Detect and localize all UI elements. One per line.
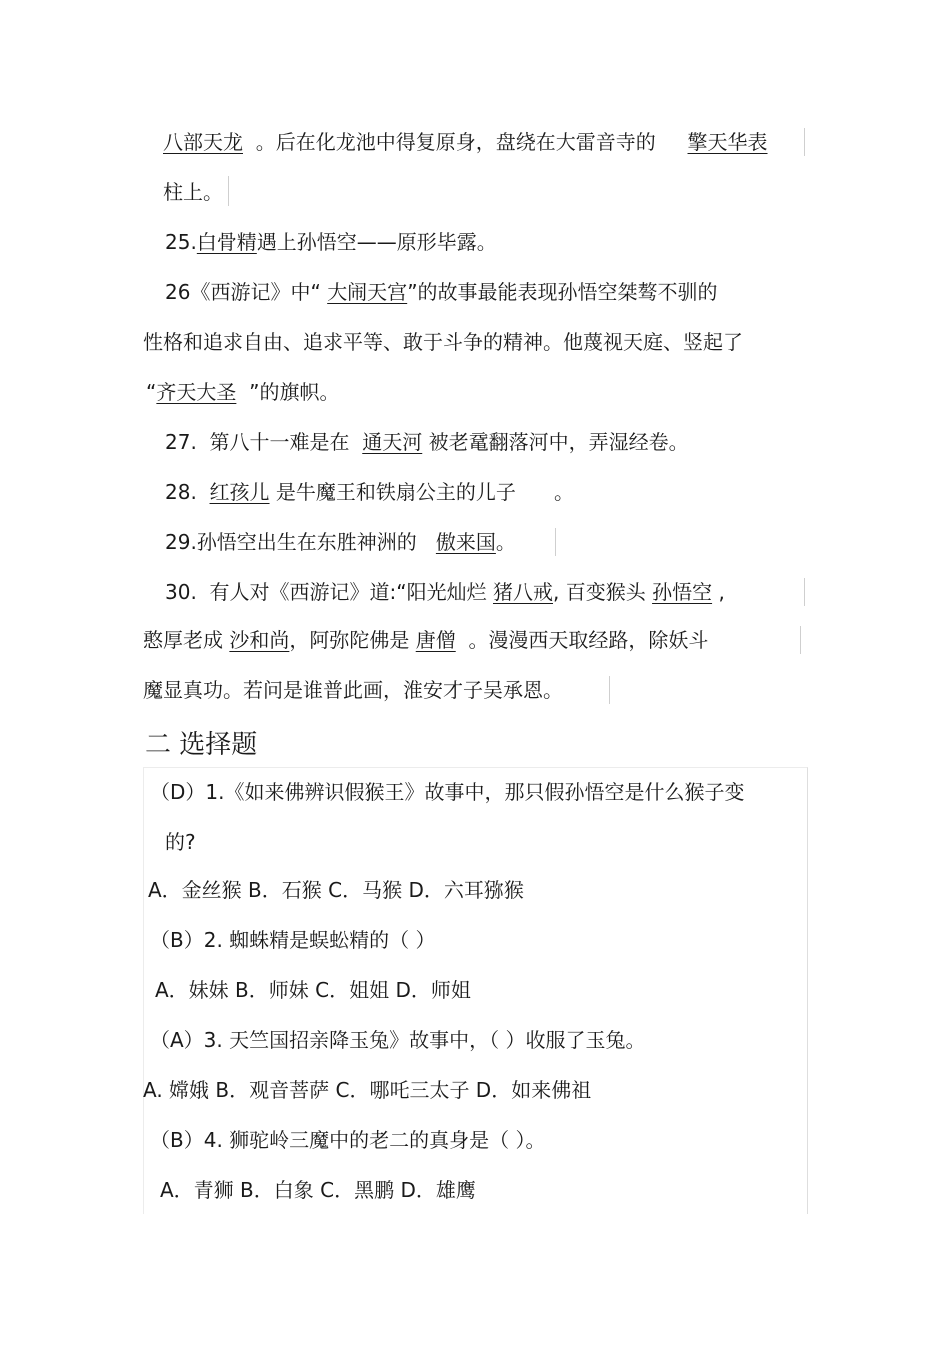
sentence-text: 是牛魔王和铁扇公主的儿子 [275, 480, 516, 504]
sentence-text: 。后在化龙池中得复原身，盘绕在大雷音寺的 [255, 130, 656, 154]
answer-blank: 大闹天宫 [327, 280, 408, 304]
sentence-text: 遇上孙悟空——原形毕露。 [256, 230, 497, 254]
sentence-text: 。 [554, 480, 575, 504]
sentence-text: ，阿弥陀佛是 [289, 628, 410, 652]
cell-border [804, 578, 805, 606]
question-number: 25. [165, 230, 197, 254]
cell-border [555, 528, 556, 556]
fill-line-30 [165, 578, 725, 606]
fill-line-30b [143, 626, 708, 654]
sentence-text: “ [146, 380, 157, 404]
sentence-text: 魔显真功。若问是谁普此画，淮安才子吴承恩。 [143, 678, 563, 702]
choice-q4: （B）4. 狮驼岭三魔中的老二的真身是（ ）。 [150, 1128, 546, 1152]
choice-q2-options: A．妹妹 B．师妹 C．姐姐 D．师姐 [155, 978, 471, 1002]
fill-line-29 [165, 528, 516, 556]
answer-blank: 猪八戒 [493, 580, 553, 604]
answer-blank: 孙悟空 [652, 580, 713, 604]
sentence-text: 有人对《西游记》道:“阳光灿烂 [209, 580, 487, 604]
answer-blank: 八部天龙 [163, 130, 243, 154]
cell-border [804, 128, 805, 156]
choice-q4-options: A．青狮 B．白象 C．黑鹏 D．雄鹰 [160, 1178, 476, 1202]
answer-blank: 唐僧 [415, 628, 456, 652]
sentence-text: 。 [495, 530, 516, 554]
choice-q1-options: A．金丝猴 B．石猴 C．马猴 D．六耳猕猴 [148, 878, 524, 902]
answer-blank: 齐天大圣 [156, 380, 237, 404]
sentence-text: 《西游记》中“ [190, 280, 321, 304]
sentence-text: 第八十一难是在 [209, 430, 350, 454]
choice-q3-options: A. 嫦娥 B．观音菩萨 C．哪吒三太子 D．如来佛祖 [143, 1078, 592, 1102]
sentence-text: 。漫漫西天取经路，除妖斗 [468, 628, 709, 652]
choice-q2: （B）2. 蜘蛛精是蜈蚣精的（ ） [150, 928, 436, 952]
answer-blank: 沙和尚 [229, 628, 290, 652]
cell-border [228, 176, 229, 206]
fill-line-30c [143, 676, 563, 704]
fill-line-26 [165, 278, 718, 306]
question-number: 30. [165, 580, 197, 604]
sentence-text: , [718, 580, 725, 604]
answer-blank: 傲来国 [435, 530, 496, 554]
sentence-text: 柱上。 [163, 180, 223, 204]
answer-blank: 擎天华表 [687, 130, 768, 154]
fill-line-25 [165, 228, 497, 256]
sentence-text: 被老鼋翻落河中，弄湿经卷。 [428, 430, 689, 454]
question-number: 27. [165, 430, 197, 454]
sentence-text: 性格和追求自由、追求平等、敢于斗争的精神。他蔑视天庭、竖起了 [143, 330, 743, 354]
cell-border [609, 676, 610, 704]
fill-line-26c [146, 378, 339, 406]
sentence-text: , 百变猴头 [553, 580, 646, 604]
sentence-text: 孙悟空出生在东胜神洲的 [196, 530, 417, 554]
section-title: 二 选择题 [145, 730, 258, 760]
answer-blank: 红孩儿 [209, 480, 270, 504]
question-number: 26 [165, 280, 191, 304]
choice-q1-cont: 的? [165, 830, 196, 854]
cell-border [800, 626, 801, 654]
fill-line-26b [143, 328, 743, 356]
fill-line-1 [163, 128, 768, 156]
sentence-text: ”的旗帜。 [249, 380, 340, 404]
fill-line-2 [163, 178, 223, 206]
question-number: 28. [165, 480, 197, 504]
choice-q1: （D）1.《如来佛辨识假猴王》故事中，那只假孙悟空是什么猴子变 [150, 780, 745, 804]
choice-q3: （A）3. 天竺国招亲降玉兔》故事中，（ ）收服了玉兔。 [150, 1028, 646, 1052]
answer-blank: 通天河 [362, 430, 423, 454]
fill-line-27 [165, 428, 689, 456]
answer-blank: 白骨精 [196, 230, 257, 254]
fill-line-28 [165, 478, 574, 506]
question-number: 29. [165, 530, 197, 554]
sentence-text: 憨厚老成 [143, 628, 223, 652]
sentence-text: ”的故事最能表现孙悟空桀骜不驯的 [407, 280, 718, 304]
